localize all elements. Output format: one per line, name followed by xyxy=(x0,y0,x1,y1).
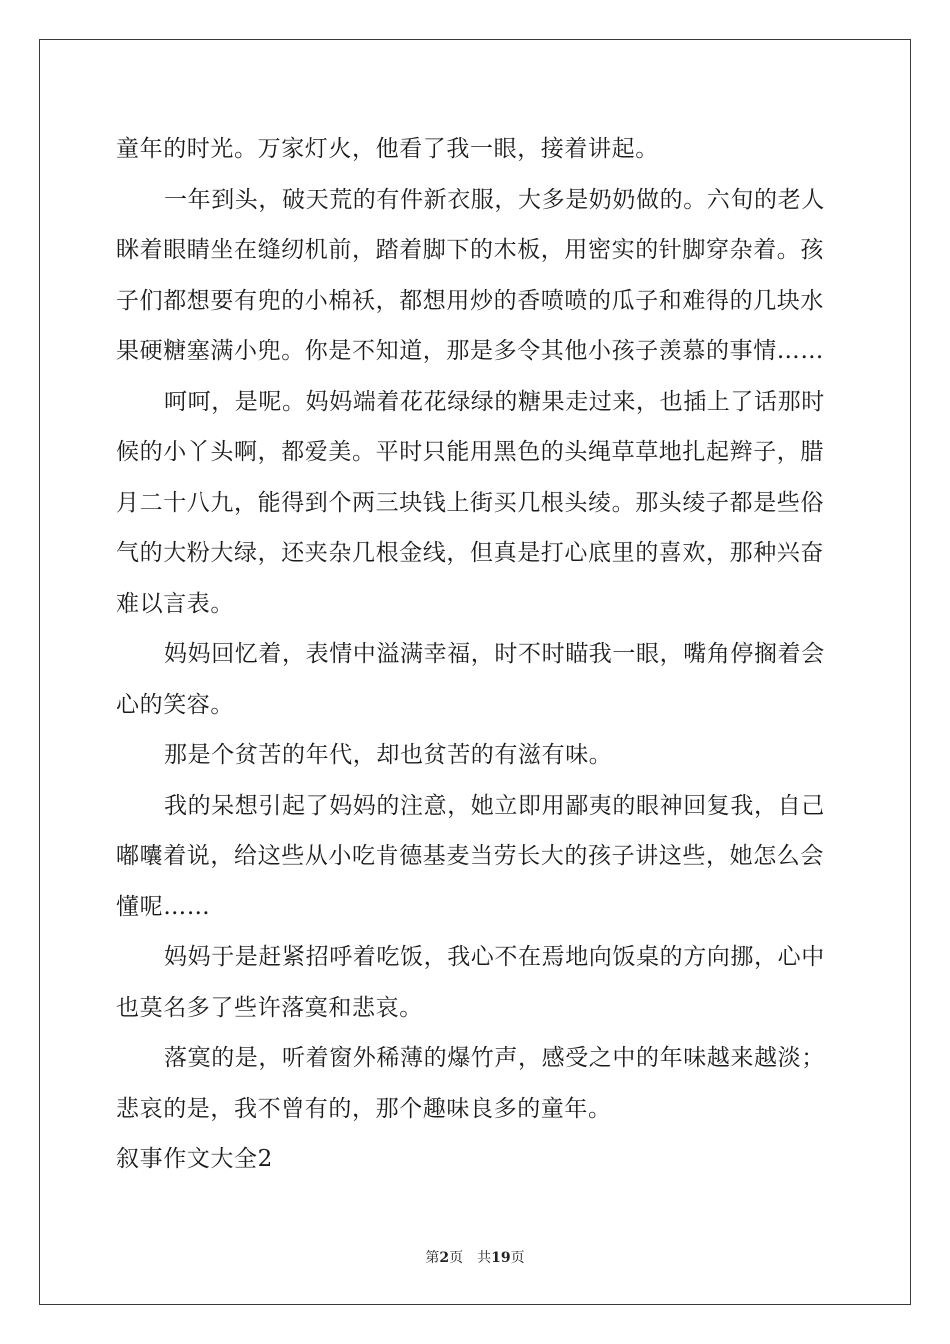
total-page-count: 19 xyxy=(491,1250,511,1266)
footer-page-suffix: 页 xyxy=(449,1250,464,1266)
text-line: 气的大粉大绿，还夹杂几根金线，但真是打心底里的喜欢，那种兴奋 xyxy=(116,540,824,566)
footer-total-prefix: 共 xyxy=(477,1250,492,1266)
text-line: 那是个贫苦的年代，却也贫苦的有滋有味。 xyxy=(164,742,613,768)
text-line: 落寞的是，听着窗外稀薄的爆竹声，感受之中的年味越来越淡； xyxy=(164,1045,825,1071)
text-line: 呵呵，是呢。妈妈端着花花绿绿的糖果走过来，也插上了话那时 xyxy=(164,388,825,415)
text-line: 候的小丫头啊，都爱美。平时只能用黑色的头绳草草地扎起辫子，腊 xyxy=(116,439,824,465)
text-line: 子们都想要有兜的小棉袄，都想用炒的香喷喷的瓜子和难得的几块水 xyxy=(116,287,824,314)
text-line: 难以言表。 xyxy=(116,590,234,617)
footer-prefix: 第 xyxy=(425,1250,440,1266)
text-line: 悲哀的是，我不曾有的，那个趣味良多的童年。 xyxy=(116,1095,612,1122)
text-line: 懂呢…… xyxy=(116,893,211,920)
document-body xyxy=(116,124,836,1185)
section-heading: 叙事作文大全2 xyxy=(116,1146,273,1172)
text-line: 我的呆想引起了妈妈的注意，她立即用鄙夷的眼神回复我，自己 xyxy=(164,792,825,819)
footer-total-suffix: 页 xyxy=(510,1250,525,1266)
text-line: 也莫名多了些许落寞和悲哀。 xyxy=(116,994,423,1021)
text-line: 一年到头，破天荒的有件新衣服，大多是奶奶做的。六旬的老人 xyxy=(164,186,825,213)
text-line: 童年的时光。万家灯火，他看了我一眼，接着讲起。 xyxy=(116,136,659,162)
text-line: 嘟囔着说，给这些从小吃肯德基麦当劳长大的孩子讲这些，她怎么会 xyxy=(116,843,824,869)
current-page-number: 2 xyxy=(439,1250,450,1266)
page-footer xyxy=(0,1247,950,1267)
text-line: 心的笑容。 xyxy=(116,691,234,718)
text-line: 妈妈回忆着，表情中溢满幸福，时不时瞄我一眼，嘴角停搁着会 xyxy=(164,641,825,667)
text-line: 眯着眼睛坐在缝纫机前，踏着脚下的木板，用密实的针脚穿杂着。孩 xyxy=(116,237,824,263)
text-line: 妈妈于是赶紧招呼着吃饭，我心不在焉地向饭桌的方向挪，心中 xyxy=(164,944,825,970)
text-line: 月二十八九，能得到个两三块钱上街买几根头绫。那头绫子都是些俗 xyxy=(116,489,824,516)
text-line: 果硬糖塞满小兜。你是不知道，那是多令其他小孩子羡慕的事情…… xyxy=(116,338,824,364)
